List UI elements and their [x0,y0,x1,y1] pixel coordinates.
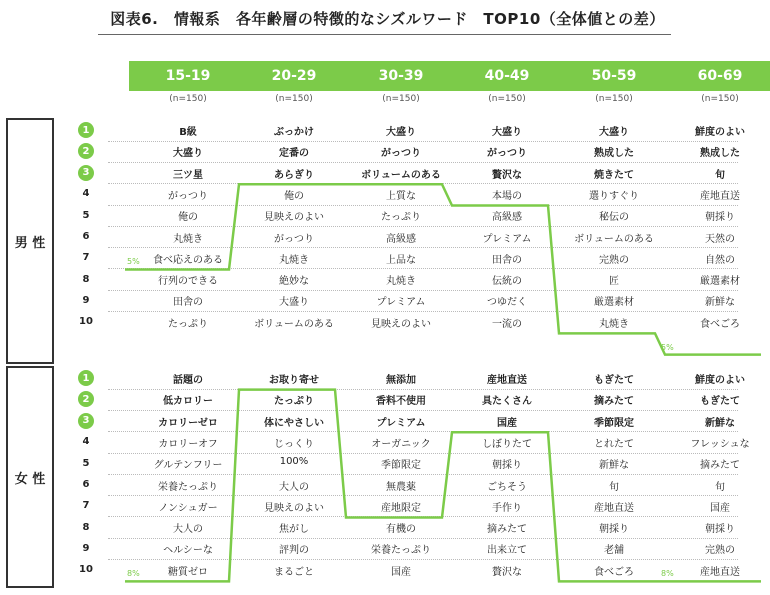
page-title: 図表6. 情報系 各年齢層の特徴的なシズルワード TOP10（全体値との差） [110,10,665,28]
rank-9: 9 [82,542,90,554]
rank-8: 8 [82,521,90,533]
column-header-15-19: 15-19 [129,61,247,91]
ranking-cell: 見映えのよい [371,318,431,330]
ranking-cell: 朝採り [492,460,522,472]
rank-3: 3 [78,413,94,429]
ranking-cell: 摘みたて [594,396,634,408]
ranking-cell: ぶっかけ [274,127,314,138]
ranking-cell: 熟成した [594,148,634,160]
ranking-cell: 絶妙な [279,276,309,288]
ranking-cell: 食べごろ [594,566,634,578]
rank-5: 5 [82,457,90,469]
ranking-cell: 田舎の [492,254,522,266]
ranking-cell: 具たくさん [482,396,532,408]
ranking-cell: 食べ応えのある [153,254,223,266]
ranking-cell: 天然の [705,233,735,245]
ranking-cell: 大盛り [279,297,309,309]
ranking-cell: 低カロリー [163,396,213,408]
ranking-cell: 朝採り [705,524,735,536]
ranking-cell: 丸焼き [279,254,309,266]
ranking-cell: 上質な [386,190,416,202]
ranking-cell: 贅沢な [492,566,522,578]
rank-3: 3 [78,165,94,181]
ranking-cell: 香料不使用 [376,396,426,408]
ranking-cell: 糖質ゼロ [168,566,208,578]
ranking-cell: 伝統の [492,276,522,288]
ranking-cell: 国産 [497,417,517,429]
ranking-cell: 産地直送 [594,502,634,514]
ranking-cell: 旬 [609,481,619,493]
ranking-cell: 有機の [386,524,416,536]
ranking-cell: 大盛り [492,127,522,138]
ranking-cell: もぎたて [594,375,634,386]
column-header-20-29: 20-29 [235,61,353,91]
ranking-cell: じっくり [274,438,314,450]
ranking-cell: 大盛り [599,127,629,138]
ranking-cell: 焼きたて [594,169,634,181]
ranking-cell: 三ツ星 [173,169,203,181]
ranking-cell: カロリーオフ [158,438,218,450]
ranking-cell: 焦がし [279,524,309,536]
column-sample-size: (n=150) [701,94,739,104]
ranking-cell: 一流の [492,318,522,330]
ranking-cell: 新鮮な [705,417,735,429]
rank-2: 2 [78,391,94,407]
column-sample-size: (n=150) [488,94,526,104]
ranking-cell: 旬 [715,169,725,181]
rank-5: 5 [82,209,90,221]
ranking-cell: 季節限定 [381,460,421,472]
column-sample-size: (n=150) [169,94,207,104]
ranking-cell: つゆだく [487,297,527,309]
ranking-cell: 話題の [173,375,203,386]
threshold-line [125,184,761,354]
ranking-cell: 丸焼き [386,276,416,288]
ranking-cell: 丸焼き [599,318,629,330]
ranking-cell: フレッシュな [690,438,750,450]
ranking-cell: プレミアム [376,417,426,429]
ranking-cell: 体にやさしい [264,417,324,429]
threshold-line [125,390,761,582]
ranking-cell: 産地限定 [381,502,421,514]
rank-8: 8 [82,273,90,285]
ranking-cell: 旬 [715,481,725,493]
ranking-cell: 本場の [492,190,522,202]
ranking-cell: 熟成した [700,148,740,160]
ranking-cell: グルテンフリー [153,460,223,472]
rank-6: 6 [82,479,90,490]
ranking-cell: ヘルシーな [163,545,213,557]
ranking-cell: 見映えのよい [264,212,324,224]
threshold-label-start: 8% [127,569,140,579]
column-sample-size: (n=150) [382,94,420,104]
ranking-cell: 老舗 [604,545,624,557]
ranking-cell: 厳選素材 [594,297,634,309]
rank-10: 10 [79,316,93,328]
ranking-cell: 食べごろ [700,318,740,330]
ranking-cell: 摘みたて [700,460,740,472]
rank-10: 10 [79,564,93,576]
rank-1: 1 [78,122,94,138]
ranking-cell: お取り寄せ [269,375,319,386]
column-header-50-59: 50-59 [555,61,673,91]
ranking-cell: 選りすぐり [589,190,639,202]
ranking-cell: 出来立て [487,545,527,557]
column-header-40-49: 40-49 [448,61,566,91]
group-label-box: 女 性 [6,366,54,588]
ranking-cell: たっぷり [381,212,421,224]
rank-7: 7 [82,500,90,512]
threshold-label-end: 5% [661,342,674,352]
ranking-cell: ごちそう [487,481,527,493]
ranking-cell: 朝採り [705,212,735,224]
ranking-cell: がっつり [381,148,421,160]
ranking-cell: しぼりたて [482,438,532,450]
column-header-60-69: 60-69 [661,61,770,91]
ranking-cell: まるごと [274,566,314,578]
ranking-cell: 完熟の [599,254,629,266]
ranking-cell: 丸焼き [173,233,203,245]
ranking-cell: 100% [279,456,309,468]
ranking-cell: ボリュームのある [361,169,441,181]
ranking-cell: 産地直送 [700,190,740,202]
ranking-cell: 見映えのよい [264,502,324,514]
column-sample-size: (n=150) [595,94,633,104]
ranking-cell: プレミアム [376,297,426,309]
ranking-cell: 国産 [391,566,411,578]
ranking-cell: ノンシュガー [158,502,218,514]
ranking-cell: 鮮度のよい [695,127,745,138]
column-header-30-39: 30-39 [342,61,460,91]
ranking-cell: がっつり [168,190,208,202]
ranking-cell: B級 [179,127,197,138]
ranking-cell: 鮮度のよい [695,375,745,386]
ranking-cell: 国産 [710,502,730,514]
threshold-label-start: 5% [127,257,140,267]
ranking-cell: 無農薬 [386,481,416,493]
ranking-cell: 新鮮な [599,460,629,472]
threshold-label-end: 8% [661,569,674,579]
rank-6: 6 [82,231,90,242]
ranking-cell: 定番の [279,148,309,160]
ranking-cell: オーガニック [371,438,431,450]
ranking-cell: 季節限定 [594,417,634,429]
ranking-cell: 行列のできる [158,276,218,288]
ranking-cell: 栄養たっぷり [371,545,431,557]
ranking-cell: 大盛り [173,148,203,160]
ranking-cell: 大人の [173,524,203,536]
ranking-cell: 評判の [279,545,309,557]
ranking-cell: 俺の [178,212,198,224]
ranking-cell: 贅沢な [492,169,522,181]
ranking-cell: 朝採り [599,524,629,536]
ranking-cell: 高級感 [386,233,416,245]
ranking-cell: 大盛り [386,127,416,138]
ranking-cell: たっぷり [168,318,208,330]
ranking-cell: 大人の [279,481,309,493]
group-label-box: 男 性 [6,118,54,364]
ranking-cell: カロリーゼロ [158,417,218,429]
ranking-cell: あらぎり [274,169,314,181]
rank-4: 4 [82,436,90,448]
ranking-cell: たっぷり [274,396,314,408]
ranking-cell: 手作り [492,502,522,514]
ranking-cell: とれたて [594,438,634,450]
rank-9: 9 [82,294,90,306]
rank-7: 7 [82,252,90,264]
ranking-cell: ボリュームのある [254,318,334,330]
ranking-cell: 完熟の [705,545,735,557]
ranking-cell: がっつり [274,233,314,245]
ranking-cell: 産地直送 [700,566,740,578]
ranking-cell: 自然の [705,254,735,266]
ranking-cell: 田舎の [173,297,203,309]
ranking-cell: 上品な [386,254,416,266]
rank-4: 4 [82,188,90,200]
ranking-cell: プレミアム [482,233,532,245]
ranking-cell: 産地直送 [487,375,527,386]
ranking-cell: もぎたて [700,396,740,408]
ranking-cell: 匠 [609,276,619,288]
ranking-cell: 摘みたて [487,524,527,536]
ranking-cell: 秘伝の [599,212,629,224]
ranking-cell: 厳選素材 [700,276,740,288]
ranking-cell: 栄養たっぷり [158,481,218,493]
column-sample-size: (n=150) [275,94,313,104]
ranking-cell: 高級感 [492,212,522,224]
rank-2: 2 [78,143,94,159]
ranking-cell: がっつり [487,148,527,160]
ranking-cell: 新鮮な [705,297,735,309]
ranking-cell: ボリュームのある [574,233,654,245]
ranking-cell: 俺の [284,190,304,202]
rank-1: 1 [78,370,94,386]
ranking-cell: 無添加 [386,375,416,386]
